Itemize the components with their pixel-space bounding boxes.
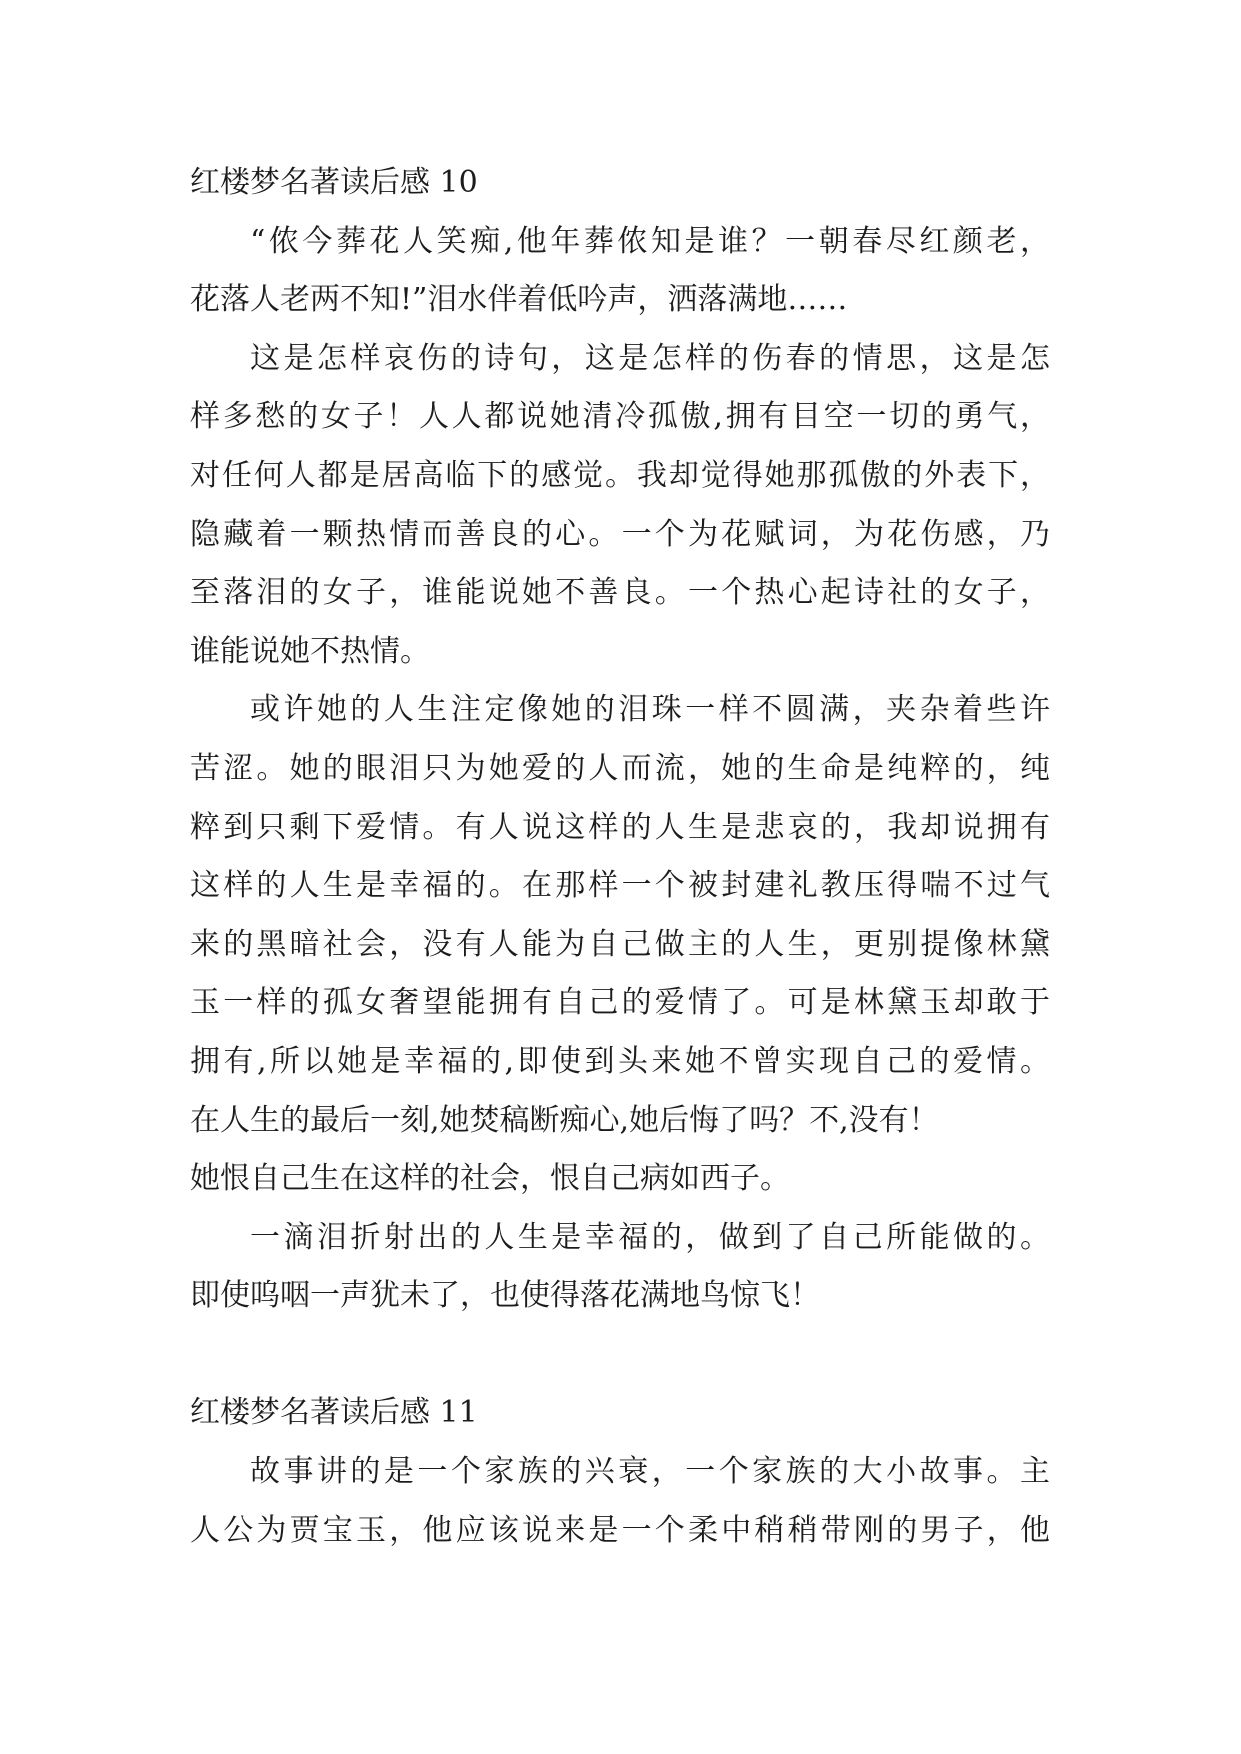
paragraph-line: 故事讲的是一个家族的兴衰，一个家族的大小故事。主 <box>250 1454 1050 1490</box>
paragraph-line: 这样的人生是幸福的。在那样一个被封建礼教压得喘不过气 <box>190 868 1050 904</box>
paragraph <box>190 330 1050 682</box>
document-body <box>190 154 1050 1560</box>
section-title: 红楼梦名著读后感 10 <box>190 165 478 200</box>
paragraph-line: 至落泪的女子，谁能说她不善良。一个热心起诗社的女子， <box>190 575 1050 611</box>
paragraph-line: 这是怎样哀伤的诗句，这是怎样的伤春的情思，这是怎 <box>250 340 1050 376</box>
paragraph-line: 在人生的最后一刻,她焚稿断痴心,她后悔了吗？不,没有！ <box>190 1102 939 1138</box>
paragraph-line: 样多愁的女子！人人都说她清冷孤傲,拥有目空一切的勇气， <box>190 399 1050 435</box>
essay-section-11 <box>190 1384 1050 1560</box>
paragraph <box>190 1443 1050 1560</box>
paragraph-line: 隐藏着一颗热情而善良的心。一个为花赋词，为花伤感，乃 <box>190 516 1050 552</box>
essay-section-10 <box>190 154 1050 1326</box>
paragraph <box>190 213 1050 330</box>
paragraph-line: 拥有,所以她是幸福的,即使到头来她不曾实现自己的爱情。 <box>190 1043 1050 1079</box>
paragraph-line: “侬今葬花人笑痴,他年葬侬知是谁？一朝春尽红颜老， <box>250 223 1050 259</box>
section-title: 红楼梦名著读后感 11 <box>190 1395 478 1431</box>
paragraph-line: 苦涩。她的眼泪只为她爱的人而流，她的生命是纯粹的，纯 <box>190 750 1050 786</box>
paragraph-line: 或许她的人生注定像她的泪珠一样不圆满，夹杂着些许 <box>250 692 1050 728</box>
paragraph <box>190 1209 1050 1326</box>
paragraph-line: 即使呜咽一声犹未了，也使得落花满地鸟惊飞！ <box>190 1278 820 1314</box>
paragraph-line: 玉一样的孤女奢望能拥有自己的爱情了。可是林黛玉却敢于 <box>190 985 1050 1021</box>
paragraph-line: 粹到只剩下爱情。有人说这样的人生是悲哀的，我却说拥有 <box>190 809 1050 845</box>
paragraph-line: 对任何人都是居高临下的感觉。我却觉得她那孤傲的外表下， <box>190 457 1050 493</box>
paragraph-line: 谁能说她不热情。 <box>190 633 430 669</box>
paragraph-line: 人公为贾宝玉，他应该说来是一个柔中稍稍带刚的男子，他 <box>190 1512 1050 1548</box>
paragraph <box>190 681 1050 1208</box>
paragraph-line: 花落人老两不知!”泪水伴着低吟声，洒落满地…… <box>190 282 848 318</box>
paragraph-line: 一滴泪折射出的人生是幸福的，做到了自己所能做的。 <box>250 1219 1050 1255</box>
paragraph-line: 来的黑暗社会，没有人能为自己做主的人生，更别提像林黛 <box>190 926 1050 962</box>
paragraph-line: 她恨自己生在这样的社会，恨自己病如西子。 <box>190 1161 790 1197</box>
